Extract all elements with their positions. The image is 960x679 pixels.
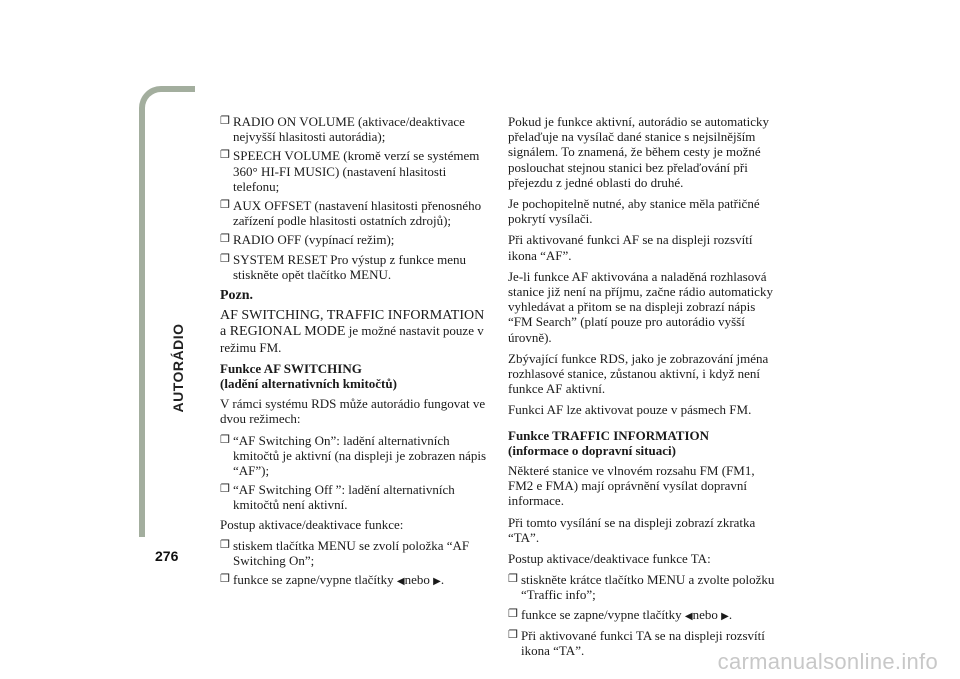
checkbox-bullet-icon: ❐ xyxy=(220,483,230,496)
ta-heading: Funkce TRAFFIC INFORMATION xyxy=(508,427,710,443)
checkbox-bullet-icon: ❐ xyxy=(220,538,230,551)
af-heading: Funkce AF SWITCHING xyxy=(220,360,362,376)
list-item: ❐ RADIO OFF (vypínací režim); xyxy=(220,232,395,248)
list-item: ❐ “AF Switching Off ”: ladění alternativních kmitočtů není aktivní. xyxy=(220,482,455,513)
left-column xyxy=(220,114,492,593)
note-text: AF SWITCHING, TRAFFIC INFORMATION a REGIONAL MODE je možné nastavit pouze v režimu FM. xyxy=(220,308,485,355)
checkbox-bullet-icon: ❐ xyxy=(220,252,230,265)
list-item: ❐ AUX OFFSET (nastavení hlasitosti přenosného zařízení podle hlasitosti ostatních zdrojů); xyxy=(220,198,482,229)
checkbox-bullet-icon: ❐ xyxy=(220,149,230,162)
list-item: ❐ SYSTEM RESET Pro výstup z funkce menu stiskněte opět tlačítko MENU. xyxy=(220,251,467,282)
af-subheading: (ladění alternativních kmitočtů) xyxy=(220,376,397,392)
list-item: ❐ “AF Switching On”: ladění alternativních kmitočtů je aktivní (na displeji je zobrazen nápis “AF”); xyxy=(220,432,487,479)
chapter-side-label: AUTORÁDIO xyxy=(170,323,186,413)
af-intro: V rámci systému RDS může autorádio fungovat ve dvou režimech: xyxy=(220,396,486,427)
left-arrow-icon: ◀ xyxy=(684,610,693,622)
checkbox-bullet-icon: ❐ xyxy=(220,573,230,586)
list-item: ❐ RADIO ON VOLUME (aktivace/deaktivace nejvyšší hlasitosti autorádia); xyxy=(220,114,465,145)
checkbox-bullet-icon: ❐ xyxy=(220,233,230,246)
checkbox-bullet-icon: ❐ xyxy=(220,199,230,212)
side-rule xyxy=(139,86,195,537)
checkbox-bullet-icon: ❐ xyxy=(508,628,518,641)
checkbox-bullet-icon: ❐ xyxy=(220,433,230,446)
right-column xyxy=(508,114,783,662)
af-procedure: Postup aktivace/deaktivace funkce: xyxy=(220,516,404,532)
paragraph: Při tomto vysílání se na displeji zobrazí zkratka “TA”. xyxy=(508,514,756,545)
right-arrow-icon: ▶ xyxy=(433,576,441,588)
paragraph: Je-li funkce AF aktivována a naladěná rozhlasová stanice již není na příjmu, začne rádio automaticky vyhledávat a přitom se na displeji zobrazí nápis “FM Search” (platí pouze pro autorádio vyšší úrovně). xyxy=(508,268,773,345)
list-item: ❐ funkce se zapne/vypne tlačítky ◀nebo ▶. xyxy=(508,607,783,624)
paragraph: Při aktivované funkci AF se na displeji rozsvítí ikona “AF”. xyxy=(508,232,753,263)
paragraph: Některé stanice ve vlnovém rozsahu FM (FM1, FM2 e FMA) mají oprávnění vysílat dopravní informace. xyxy=(508,463,755,509)
paragraph: Pokud je funkce aktivní, autorádio se automaticky přelaďuje na vysílač dané stanice s nejsilnějším signálem. To znamená, že během cesty je možné poslouchat stejnou stanici bez přelaďování při přejezdu z jedné oblasti do druhé. xyxy=(508,114,770,190)
ta-subheading: (informace o dopravní situaci) xyxy=(508,442,676,458)
paragraph: Postup aktivace/deaktivace funkce TA: xyxy=(508,551,711,567)
right-arrow-icon: ▶ xyxy=(721,610,729,622)
paragraph: Funkci AF lze aktivovat pouze v pásmech FM. xyxy=(508,402,752,418)
note-label: Pozn. xyxy=(220,288,254,304)
list-item: ❐ stiskem tlačítka MENU se zvolí položka “AF Switching On”; xyxy=(220,537,470,569)
list-item: ❐ funkce se zapne/vypne tlačítky ◀nebo ▶. xyxy=(220,572,492,589)
paragraph: Je pochopitelně nutné, aby stanice měla patřičné pokrytí vysílači. xyxy=(508,196,760,227)
left-arrow-icon: ◀ xyxy=(396,576,405,588)
watermark: carmanualsonline.info xyxy=(717,649,938,674)
paragraph: Zbývající funkce RDS, jako je zobrazování jména rozhlasové stanice, zůstanou aktivní, i když není funkce AF aktivní. xyxy=(508,350,769,397)
checkbox-bullet-icon: ❐ xyxy=(508,573,518,586)
checkbox-bullet-icon: ❐ xyxy=(508,607,518,620)
list-item: ❐ Při aktivované funkci TA se na displeji rozsvítí ikona “TA”. xyxy=(508,627,765,659)
list-item: ❐ SPEECH VOLUME (kromě verzí se systémem 360° HI-FI MUSIC) (nastavení hlasitosti telefonu; xyxy=(220,148,480,194)
checkbox-bullet-icon: ❐ xyxy=(220,115,230,127)
page-number: 276 xyxy=(155,548,179,564)
list-item: ❐ stiskněte krátce tlačítko MENU a zvolte položku “Traffic info”; xyxy=(508,572,775,603)
